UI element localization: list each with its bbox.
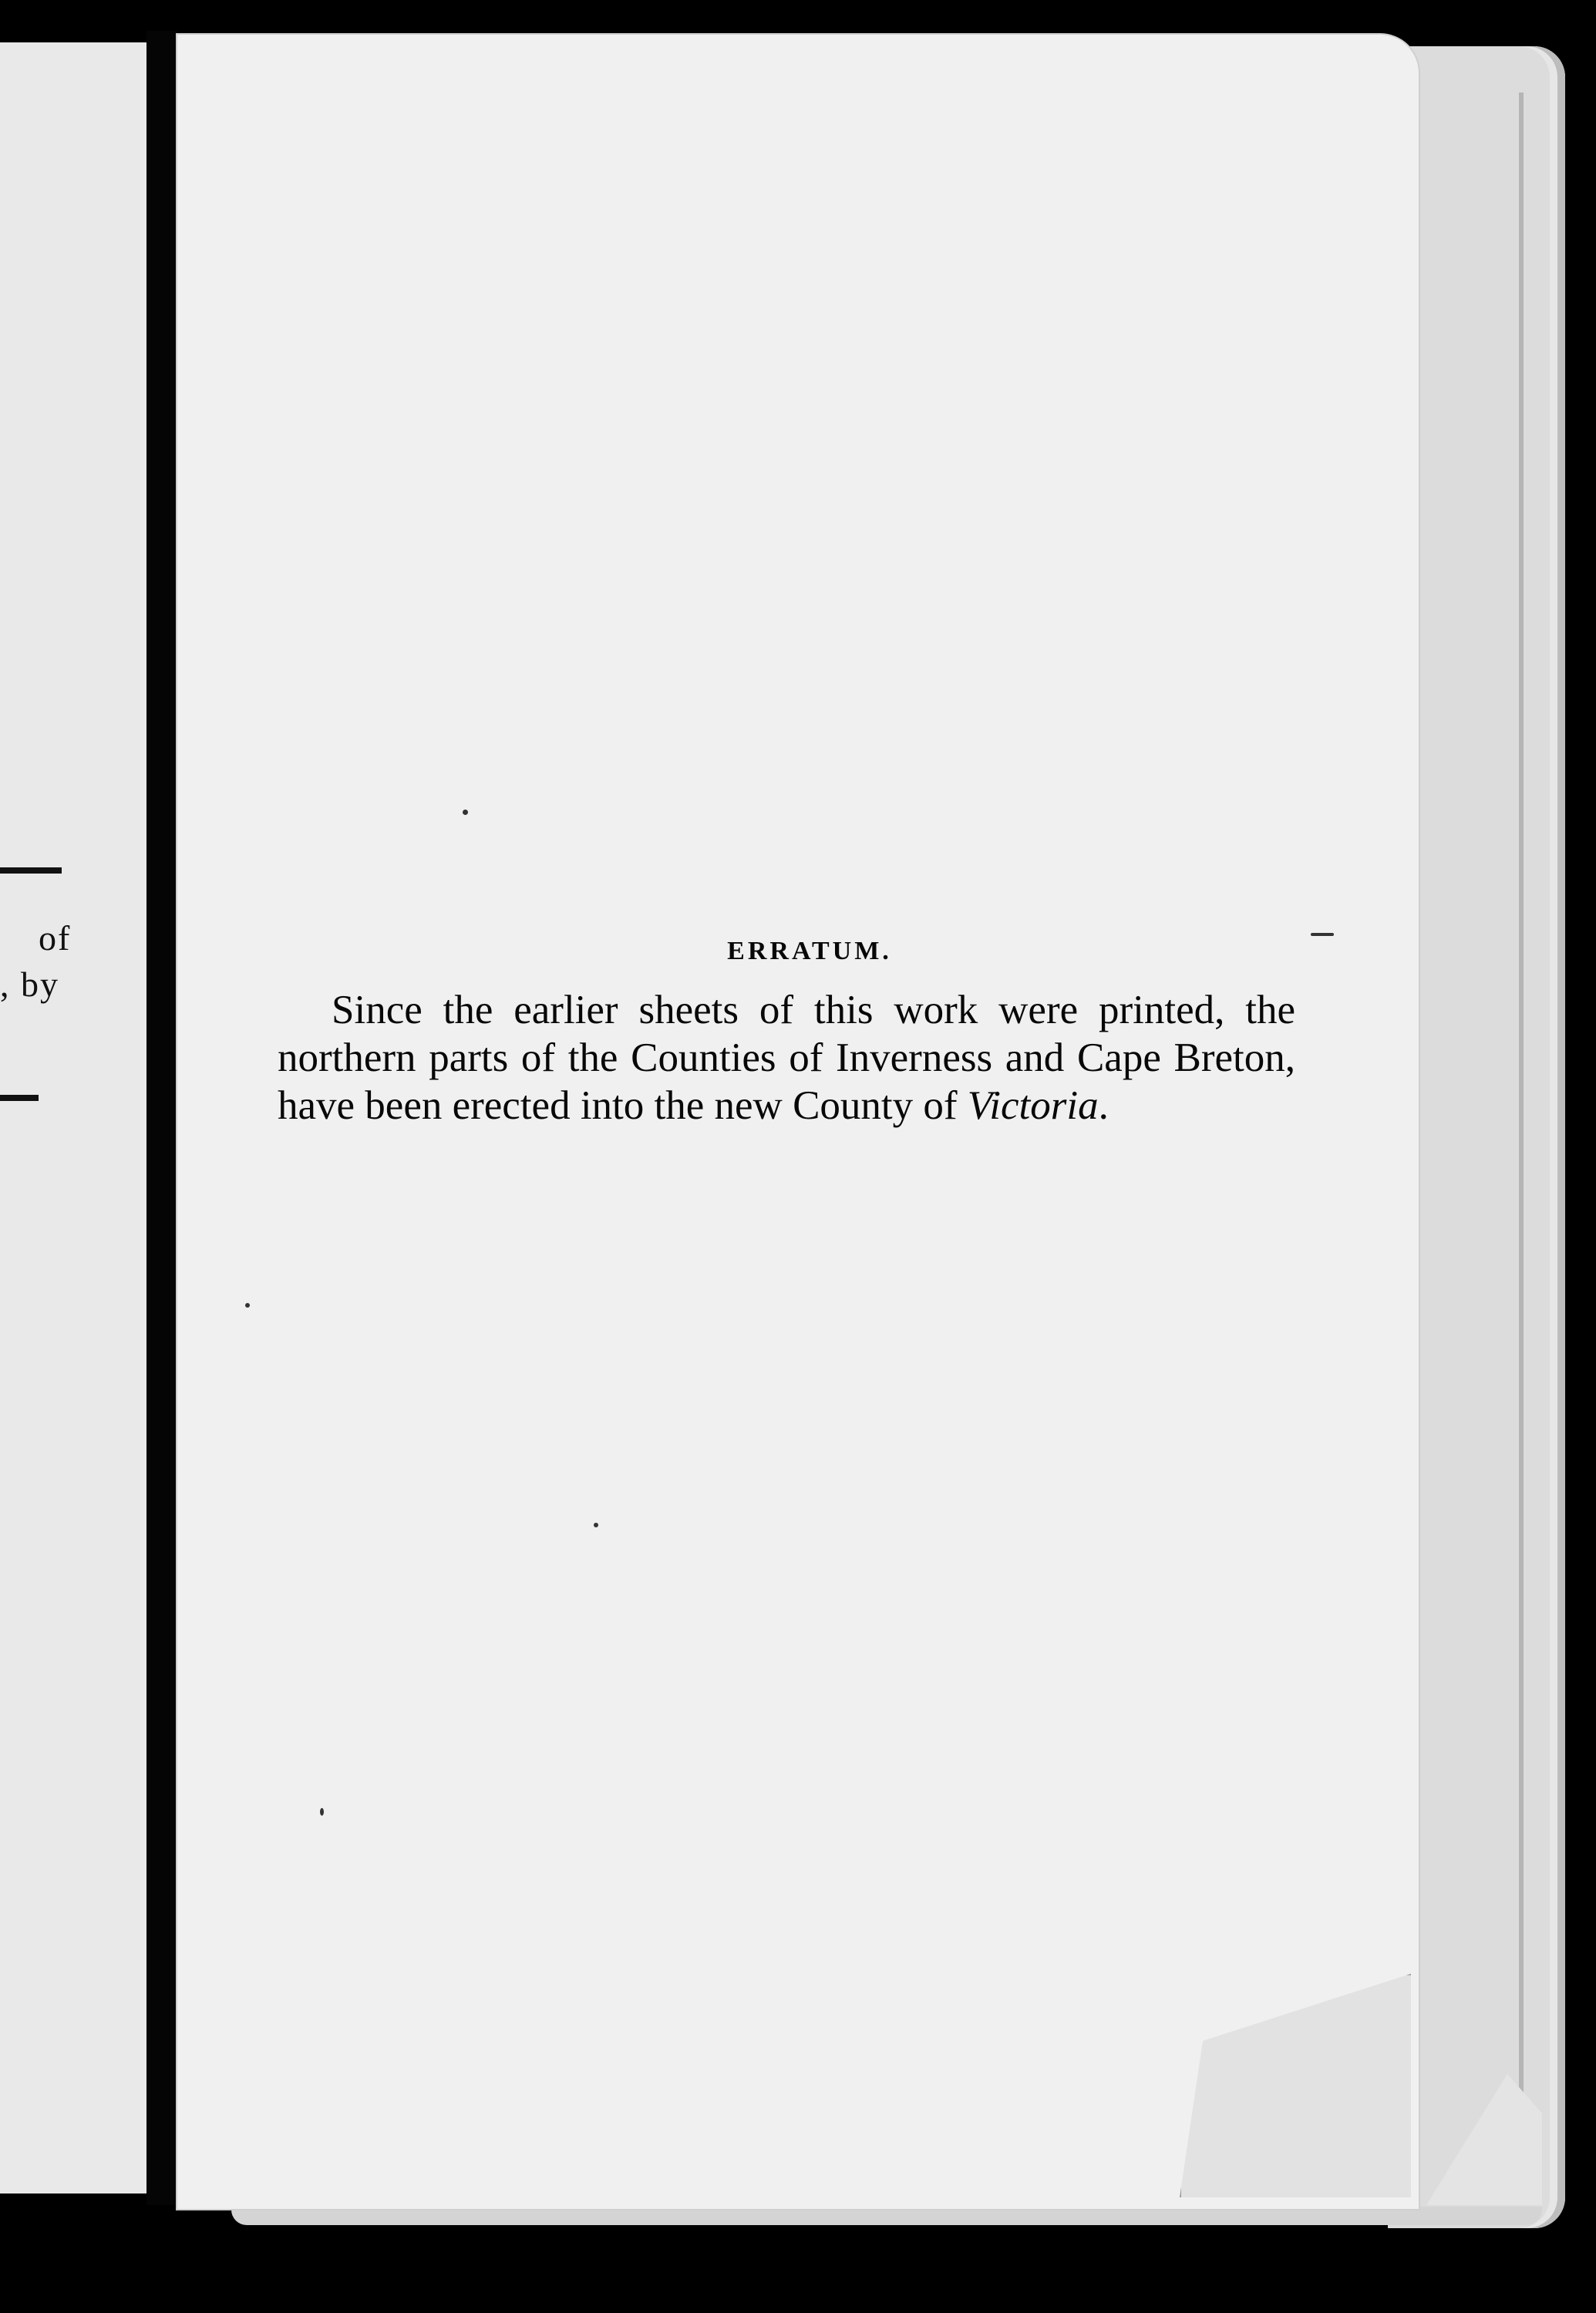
- paper-speck: [245, 1303, 250, 1308]
- paper-speck: [463, 810, 468, 815]
- left-page-fragment-2: , by: [0, 965, 59, 1004]
- left-facing-page: [0, 42, 163, 2193]
- page-edge-line: [1519, 93, 1524, 2174]
- county-name: Victoria: [967, 1083, 1099, 1128]
- left-page-fragment-1: of: [39, 918, 72, 958]
- paper-speck: [594, 1523, 598, 1527]
- erratum-body-text: Since the earlier sheets of this work were printed, the northern parts of the Counties of Inverness and Cape Breton, have been erected into the new County of: [278, 988, 1295, 1128]
- erratum-body-end: .: [1098, 1083, 1109, 1128]
- left-page-rule-bottom: [0, 1095, 39, 1101]
- binding-gutter: [146, 31, 177, 2205]
- erratum-notice: [278, 937, 1295, 1130]
- erratum-body: [278, 986, 1295, 1130]
- bottom-page-edge: [231, 2207, 1542, 2225]
- erratum-title: ERRATUM.: [727, 937, 892, 965]
- left-page-rule-top: [0, 867, 62, 874]
- paper-speck: [1311, 933, 1334, 936]
- paper-speck: [320, 1808, 324, 1816]
